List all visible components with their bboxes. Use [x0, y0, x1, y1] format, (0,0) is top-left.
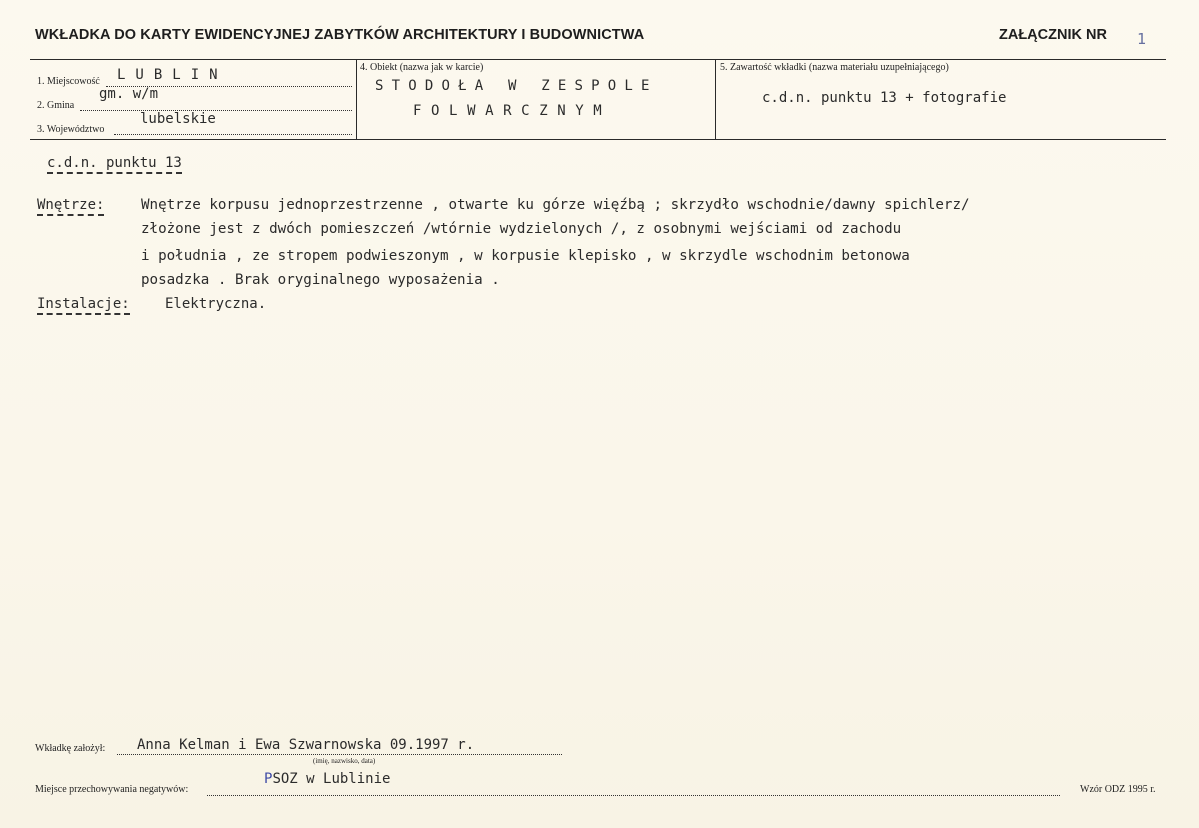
storage-label: Miejsce przechowywania negatywów: [35, 784, 189, 795]
column-divider-2 [715, 60, 716, 140]
interior-line-4: posadzka . Brak oryginalnego wyposażenia . [141, 272, 500, 288]
interior-label [37, 197, 104, 213]
object-name-line-1: STODOŁA W ZESPOLE [375, 78, 658, 94]
gmina-label: 2. Gmina [37, 100, 75, 111]
storage-value [264, 771, 390, 787]
gmina-dots [80, 110, 352, 111]
object-label: 4. Obiekt (nazwa jak w karcie) [360, 62, 484, 73]
interior-line-3: i południa , ze stropem podwieszonym , w korpusie klepisko , w skrzydle wschodnim betonowa [141, 248, 910, 264]
contents-label: 5. Zawartość wkładki (nazwa materiału uzupełniającego) [720, 62, 949, 73]
section-heading-text: c.d.n. punktu 13 [47, 155, 182, 174]
interior-line-2: złożone jest z dwóch pomieszczeń /wtórnie wydzielonych /, z osobnymi wejściami od zachodu [141, 221, 902, 237]
header-top-rule [30, 59, 1166, 60]
installations-label [37, 296, 130, 312]
storage-stamp-letter: P [264, 771, 273, 787]
interior-label-text: Wnętrze: [37, 197, 104, 216]
wojewodztwo-value: lubelskie [140, 111, 216, 127]
form-code: Wzór ODZ 1995 r. [1080, 784, 1156, 795]
miejscowosc-value: LUBLIN [117, 67, 228, 83]
annex-label: ZAŁĄCZNIK NR [999, 27, 1107, 43]
interior-line-1: Wnętrze korpusu jednoprzestrzenne , otwarte ku górze więźbą ; skrzydło wschodnie/dawny spichlerz/ [141, 197, 970, 213]
founded-value: Anna Kelman i Ewa Szwarnowska 09.1997 r. [137, 737, 475, 753]
header-bottom-rule [30, 139, 1166, 140]
section-heading [47, 155, 182, 171]
document-title: WKŁADKA DO KARTY EWIDENCYJNEJ ZABYTKÓW ARCHITEKTURY I BUDOWNICTWA [35, 27, 645, 43]
storage-value-text: SOZ w Lublinie [272, 771, 391, 787]
installations-value: Elektryczna. [165, 296, 267, 312]
installations-label-text: Instalacje: [37, 296, 130, 315]
gmina-value: gm. w/m [99, 86, 159, 102]
founded-hint: (imię, nazwisko, data) [313, 757, 376, 765]
storage-dots [207, 795, 1060, 796]
column-divider-1 [356, 60, 357, 140]
founded-dots [117, 754, 562, 755]
wojewodztwo-dots [114, 134, 352, 135]
wojewodztwo-label: 3. Województwo [37, 124, 105, 135]
miejscowosc-label: 1. Miejscowość [37, 76, 100, 87]
object-name-line-2: FOLWARCZNYM [413, 103, 612, 119]
contents-value: c.d.n. punktu 13 + fotografie [762, 90, 1007, 106]
annex-number: 1 [1137, 30, 1147, 48]
founded-label: Wkładkę założył: [35, 743, 106, 754]
